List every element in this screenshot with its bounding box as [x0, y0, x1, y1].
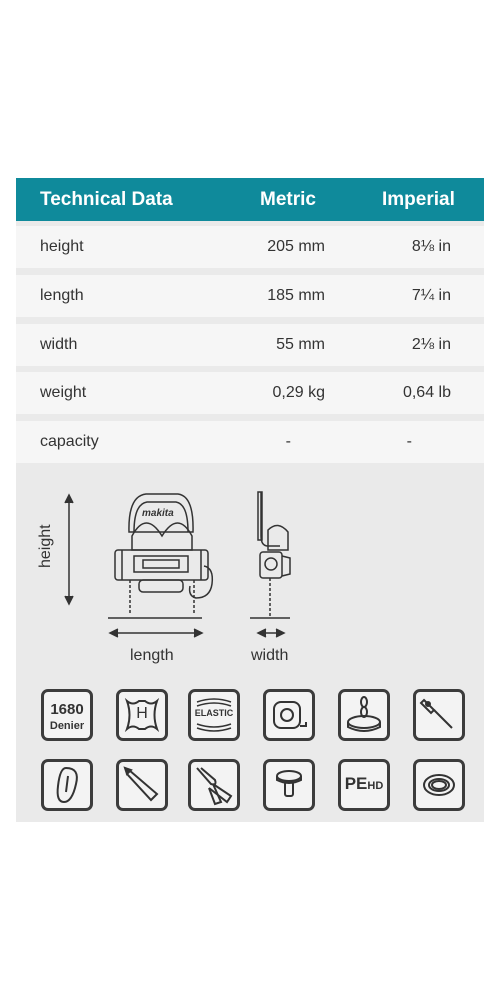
row-label: width	[40, 336, 78, 353]
carabiner-icon	[41, 759, 93, 811]
row-label: height	[40, 238, 84, 255]
elastic-icon	[188, 689, 240, 741]
header-technical-data: Technical Data	[40, 189, 173, 210]
screwdriver-icon	[413, 689, 465, 741]
leather-h-icon	[116, 689, 168, 741]
technical-data-panel	[16, 178, 484, 822]
height-dimension-label: height	[37, 524, 54, 568]
hd-text: HD	[367, 780, 384, 792]
row-metric-value: 0,29 kg	[272, 384, 325, 401]
row-metric-value: -	[285, 433, 291, 450]
header-imperial: Imperial	[382, 189, 455, 210]
utility-knife-icon	[116, 759, 168, 811]
table-row-length	[16, 275, 484, 317]
pe-text: PE	[344, 774, 368, 793]
pliers-icon	[188, 759, 240, 811]
elastic-text: ELASTIC	[194, 708, 234, 718]
row-label: capacity	[40, 433, 99, 450]
width-dimension-label: width	[251, 647, 289, 664]
row-imperial-value: -	[406, 433, 412, 450]
row-label: weight	[40, 384, 87, 401]
brand-logo: makita	[142, 508, 174, 519]
table-row-weight	[16, 372, 484, 414]
table-header	[16, 178, 484, 221]
row-metric-value: 55 mm	[276, 336, 325, 353]
tape-measure-icon	[263, 689, 315, 741]
chain-reel-icon	[338, 689, 390, 741]
row-imperial-value: 2⅛ in	[411, 336, 451, 353]
header-metric: Metric	[260, 189, 316, 210]
denier-unit: Denier	[49, 720, 85, 732]
leather-letter: H	[136, 705, 148, 722]
row-label: length	[40, 287, 84, 304]
table-row-capacity	[16, 421, 484, 463]
hammer-head-icon	[263, 759, 315, 811]
denier-value: 1680	[50, 701, 84, 718]
length-dimension-label: length	[130, 647, 174, 664]
dimension-drawing	[16, 470, 484, 670]
pe-hd-icon	[338, 759, 390, 811]
row-imperial-value: 0,64 lb	[402, 384, 451, 401]
ring-icon	[413, 759, 465, 811]
table-row-height	[16, 226, 484, 268]
table-row-width	[16, 324, 484, 366]
row-metric-value: 185 mm	[267, 287, 325, 304]
row-metric-value: 205 mm	[267, 238, 325, 255]
row-imperial-value: 8⅛ in	[411, 238, 451, 255]
row-imperial-value: 7¼ in	[411, 287, 451, 304]
product-sketch	[16, 470, 484, 670]
1680-denier-icon	[41, 689, 93, 741]
